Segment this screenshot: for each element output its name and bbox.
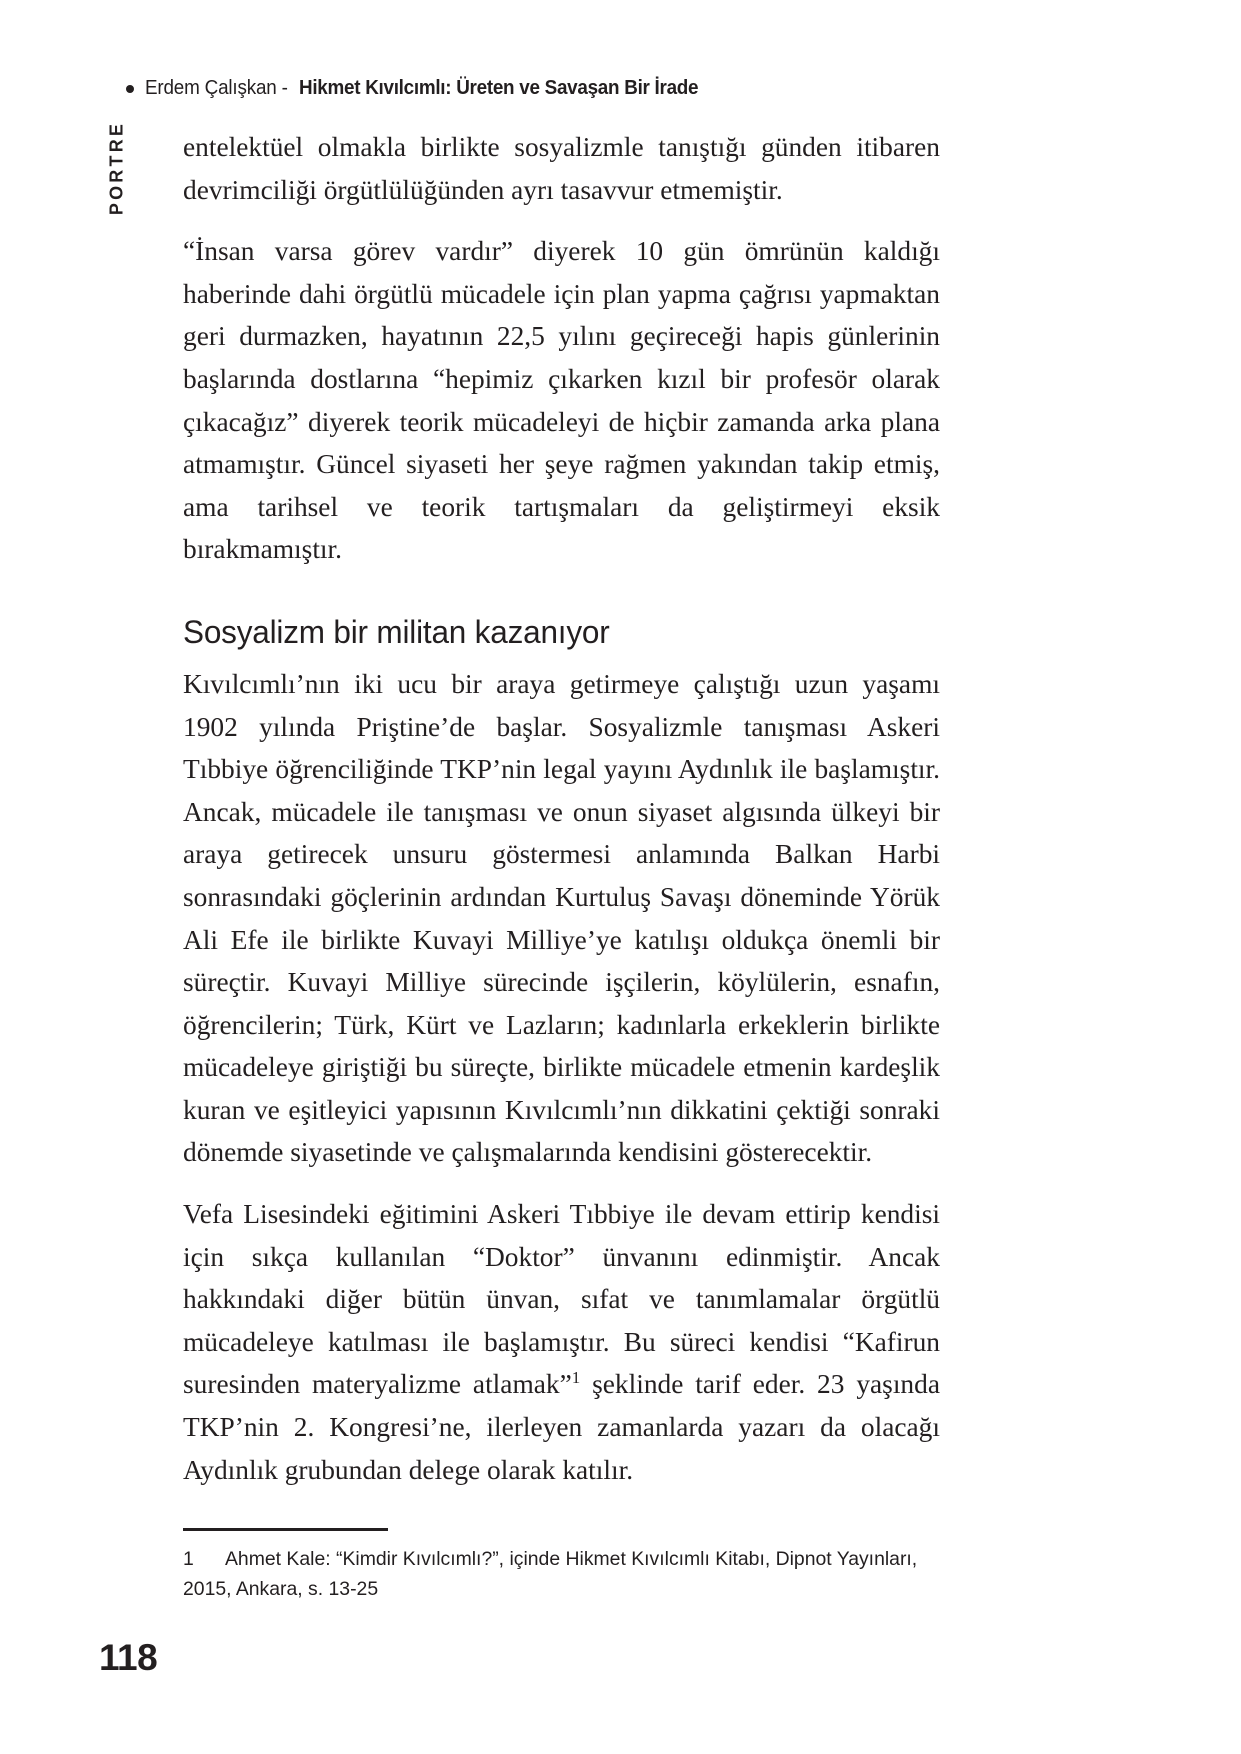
section-marker-label: PORTRE <box>106 120 127 216</box>
footnote-line-2: 2015, Ankara, s. 13-25 <box>183 1578 379 1600</box>
footnote-separator-rule <box>183 1528 388 1531</box>
text-column <box>183 126 940 1491</box>
paragraph-kivilcimli-yasami: Kıvılcımlı’nın iki ucu bir araya getirmeye çalıştığı uzun yaşamı 1902 yılında Priştine’de başlar. Sosyalizmle tanışması Askeri Tıbbiye öğrenciliğinde TKP’nin legal yayını Aydınlık ile başlamıştır. Ancak, mücadele ile tanışması ve onun siyaset algısında ülkeyi bir araya getirecek unsuru göstermesi anlamında Balkan Harbi sonrasındaki göçlerinin ardından Kurtuluş Savaşı döneminde Yörük Ali Efe ile birlikte Kuvayi Milliye’ye katılışı oldukça önemli bir süreçtir. Kuvayi Milliye sürecinde işçilerin, köylülerin, esnafın, öğrencilerin; Türk, Kürt ve Lazların; kadınlarla erkeklerin birlikte mücadeleye giriştiği bu süreçte, birlikte mücadele etmenin kardeşlik kuran ve eşitleyici yapısının Kıvılcımlı’nın dikkatini çektiği sonraki dönemde siyasetinde ve çalışmalarında kendisini gösterecektir. <box>183 668 940 1168</box>
footnote-area <box>183 1528 940 1604</box>
section-heading: Sosyalizm bir militan kazanıyor <box>183 613 610 650</box>
footnote-entry <box>183 1544 940 1604</box>
paragraph-vefa-lisesi <box>183 1193 940 1491</box>
footnote-line-1: Ahmet Kale: “Kimdir Kıvılcımlı?”, içinde Hikmet Kıvılcımlı Kitabı, Dipnot Yayınları, <box>225 1548 918 1570</box>
header-book-title: Hikmet Kıvılcımlı: Üreten ve Savaşan Bir İrade <box>299 76 699 99</box>
paragraph-intro-continued: entelektüel olmakla birlikte sosyalizmle tanıştığı günden itibaren devrimciliği örgütlülüğünden ayrı tasavvur etmemiştir. <box>183 132 940 205</box>
footnote-number: 1 <box>183 1548 194 1570</box>
page-number: 118 <box>99 1637 158 1678</box>
running-header <box>126 76 946 100</box>
bullet-dot-icon <box>126 85 134 93</box>
footnote-reference-marker[interactable]: 1 <box>571 1368 581 1388</box>
vertical-section-marker <box>104 118 130 218</box>
paragraph-text-after-footnote-ref: şeklinde tarif eder. 23 yaşında TKP’nin 2. Kongresi’ne, ilerleyen zamanlarda yazarı da olacağı Aydınlık grubundan delege olarak katılır. <box>183 1369 940 1485</box>
paragraph-insan-varsa-gorev: “İnsan varsa görev vardır” diyerek 10 gün ömrünün kaldığı haberinde dahi örgütlü mücadele için plan yapma çağrısı yapmaktan geri durmazken, hayatının 22,5 yılını geçireceği hapis günlerinin başlarında dostlarına “hepimiz çıkarken kızıl bir profesör olarak çıkacağız” diyerek teorik mücadeleyi de hiçbir zamanda arka plana atmamıştır. Güncel siyaseti her şeye rağmen yakından takip etmiş, ama tarihsel ve teorik tartışmaları da geliştirmeyi eksik bırakmamıştır. <box>183 236 940 565</box>
header-author: Erdem Çalışkan - <box>145 76 288 99</box>
paragraph-text-before-footnote-ref: Vefa Lisesindeki eğitimini Askeri Tıbbiye ile devam ettirip kendisi için sıkça kullanılan “Doktor” ünvanını edinmiştir. Ancak hakkındaki diğer bütün ünvan, sıfat ve tanımlamalar örgütlü mücadeleye katılması ile başlamıştır. Bu süreci kendisi “Kafirun suresinden materyalizme atlamak” <box>183 1199 940 1400</box>
